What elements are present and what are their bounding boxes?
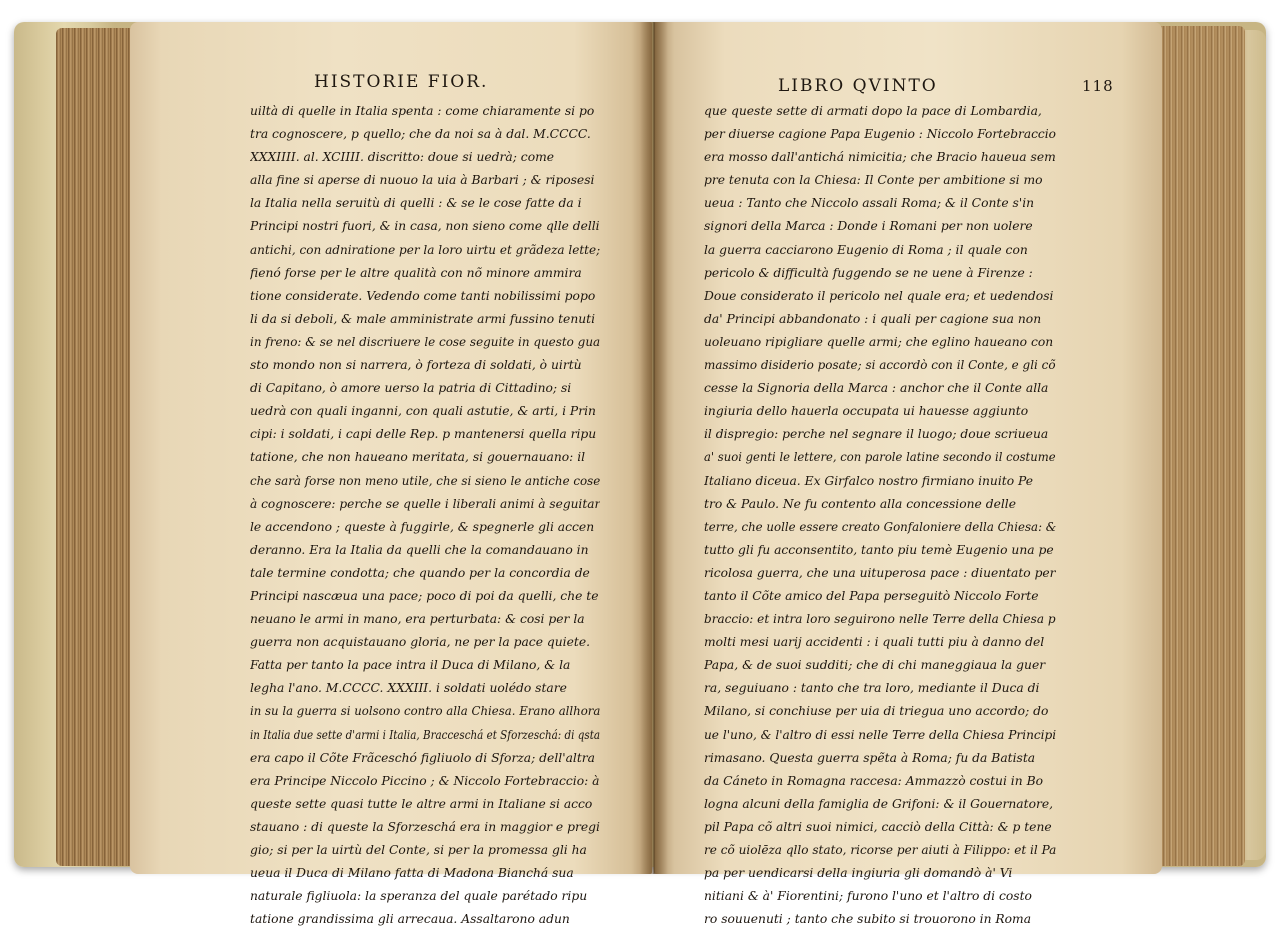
- text-line: uiltà di quelle in Italia spenta : come chiaramente si po: [250, 104, 595, 118]
- text-line: la Italia nella seruitù di quelli : & se le cose fatte da i: [250, 196, 582, 211]
- text-line: in su la guerra si uolsono contro alla Chiesa. Erano allhora: [250, 704, 600, 719]
- text-line: alla fine si aperse di nuouo la uia à Barbari ; & riposesi: [250, 173, 595, 188]
- text-line: sto mondo non si narrera, ò forteza di soldati, ò uirtù: [250, 358, 582, 373]
- text-line: Fatta per tanto la pace intra il Duca di Milano, & la: [250, 658, 571, 673]
- text-line: cesse la Signoria della Marca : anchor che il Conte alla: [704, 381, 1049, 396]
- text-line: li da si deboli, & male amministrate armi fussino tenuti: [250, 311, 596, 326]
- text-line: era capo il Cõte Frãceschó figliuolo di Sforza; dell'altra: [250, 750, 595, 765]
- text-line: neuano le armi in mano, era perturbata: & cosi per la: [250, 612, 585, 627]
- text-line: ricolosa guerra, che una uituperosa pace : diuentato per: [704, 565, 1056, 580]
- text-line: ingiuria dello hauerla occupata ui hauesse aggiunto: [704, 404, 1029, 419]
- text-line: signori della Marca : Donde i Romani per non uolere: [704, 219, 1033, 234]
- text-line: ra, seguiuano : tanto che tra loro, mediante il Duca di: [704, 681, 1040, 696]
- text-line: ueua : Tanto che Niccolo assali Roma; & il Conte s'in: [704, 196, 1035, 211]
- book-gutter: [640, 22, 668, 874]
- text-line: molti mesi uarij accidenti : i quali tutti piu à danno del: [704, 635, 1045, 650]
- text-line: antichi, con adniratione per la loro uirtu et grãdeza lette;: [250, 242, 600, 257]
- text-line: il dispregio: perche nel segnare il luogo; doue scriueua: [704, 427, 1049, 442]
- text-line: cipi: i soldati, i capi delle Rep. p mantenersi quella ripu: [250, 427, 597, 442]
- text-line: tione considerate. Vedendo come tanti nobilissimi popo: [250, 288, 596, 303]
- text-line: di Capitano, ò amore uerso la patria di Cittadino; si: [250, 381, 572, 396]
- text-line: le accendono ; queste à fuggirle, & spegnerle gli accen: [250, 519, 595, 534]
- text-line: Italiano diceua. Ex Girfalco nostro firmiano inuito Pe: [704, 473, 1034, 488]
- text-line: tale termine condotta; che quando per la concordia de: [250, 565, 590, 580]
- text-line: pil Papa cõ altri suoi nimici, cacciò della Città: & p tene: [704, 819, 1052, 834]
- text-line: terre, che uolle essere creato Gonfaloniere della Chiesa: &: [704, 519, 1056, 534]
- text-line: uoleuano ripigliare quelle armi; che eglino haueano con: [704, 334, 1054, 349]
- text-line: Principi nascæua una pace; poco di poi da quelli, che te: [250, 588, 599, 603]
- text-line: deranno. Era la Italia da quelli che la comandauano in: [250, 542, 589, 557]
- text-line: tatione, che non haueano meritata, si gouernauano: il: [250, 450, 586, 465]
- text-line: Milano, si conchiuse per uia di triegua uno accordo; do: [704, 704, 1049, 719]
- text-line: uedrà con quali inganni, con quali astutie, & arti, i Prin: [250, 404, 596, 419]
- text-line: queste sette quasi tutte le altre armi in Italiane si acco: [250, 796, 593, 811]
- page-number: 118: [1082, 77, 1114, 95]
- right-running-head: LIBRO QVINTO: [778, 76, 938, 96]
- text-line: la guerra cacciarono Eugenio di Roma ; il quale con: [704, 242, 1028, 257]
- text-line: nitiani & à' Fiorentini; furono l'uno et l'altro di costo: [704, 889, 1032, 904]
- text-line: tutto gli fu acconsentito, tanto piu temè Eugenio una pe: [704, 542, 1054, 557]
- text-line: naturale figliuola: la speranza del quale parétado ripu: [250, 889, 588, 904]
- text-line: pericolo & difficultà fuggendo se ne uene à Firenze :: [704, 265, 1033, 280]
- text-line: tra cognoscere, p quello; che da noi sa à dal. M.CCCC.: [250, 127, 591, 142]
- right-page-text: [704, 100, 1056, 931]
- text-line: legha l'ano. M.CCCC. XXXIII. i soldati uolédo stare: [250, 681, 567, 696]
- text-line: Doue considerato il pericolo nel quale era; et uedendosi: [704, 288, 1054, 303]
- text-line: fienó forse per le altre qualità con nõ minore ammira: [250, 265, 582, 280]
- text-line: que queste sette di armati dopo la pace di Lombardia,: [704, 104, 1042, 118]
- text-line: tatione grandissima gli arrecaua. Assaltarono adun: [250, 912, 570, 927]
- text-line: re cõ uiolēza qllo stato, ricorse per aiuti à Filippo: et il Pa: [704, 843, 1056, 857]
- text-line: XXXIIII. al. XCIIII. discritto: doue si uedrà; come: [250, 150, 555, 165]
- text-line: massimo disiderio posate; si accordò con il Conte, e gli cõ: [704, 358, 1056, 373]
- text-line: in freno: & se nel discriuere le cose seguite in questo gua: [250, 334, 600, 349]
- text-line: Papa, & de suoi sudditi; che di chi maneggiaua la guer: [704, 658, 1046, 673]
- text-line: a' suoi genti le lettere, con parole latine secondo il costume: [704, 450, 1056, 465]
- text-line: rimasano. Questa guerra spẽta à Roma; fu da Batista: [704, 750, 1036, 765]
- text-line: guerra non acquistauano gloria, ne per la pace quiete.: [250, 635, 591, 650]
- text-line: per diuerse cagione Papa Eugenio : Niccolo Fortebraccio: [704, 127, 1056, 142]
- text-line: braccio: et intra loro seguirono nelle Terre della Chiesa p: [704, 612, 1056, 627]
- text-line: da' Principi abbandonato : i quali per cagione sua non: [704, 311, 1042, 326]
- text-line: in Italia due sette d'armi i Italia, Bracceschá et Sforzeschá: di qsta: [250, 727, 600, 742]
- text-line: da Cáneto in Romagna raccesa: Ammazzò costui in Bo: [704, 773, 1044, 788]
- text-line: stauano : di queste la Sforzeschá era in maggior e pregi: [250, 819, 600, 834]
- text-line: pa per uendicarsi della ingiuria gli domandò à' Vi: [704, 866, 1013, 881]
- left-page-text: [250, 100, 600, 931]
- text-line: che sarà forse non meno utile, che si sieno le antiche cose: [250, 473, 600, 488]
- text-line: logna alcuni della famiglia de Grifoni: & il Gouernatore,: [704, 796, 1054, 811]
- text-line: gio; si per la uirtù del Conte, si per la promessa gli ha: [250, 843, 587, 857]
- text-line: era Principe Niccolo Piccino ; & Niccolo Fortebraccio: à: [250, 773, 600, 788]
- left-running-head: HISTORIE FIOR.: [314, 72, 489, 92]
- text-line: ue l'uno, & l'altro di essi nelle Terre della Chiesa Principi: [704, 727, 1056, 742]
- text-line: ro souuenuti ; tanto che subito si trouorono in Roma: [704, 912, 1032, 927]
- text-line: tanto il Cõte amico del Papa perseguitò Niccolo Forte: [704, 588, 1039, 603]
- text-line: era mosso dall'antichá nimicitia; che Bracio haueua sem: [704, 150, 1056, 165]
- text-line: à cognoscere: perche se quelle i liberali animi à seguitar: [250, 496, 600, 511]
- text-line: Principi nostri fuori, & in casa, non sieno come qlle delli: [250, 219, 600, 234]
- text-line: pre tenuta con la Chiesa: Il Conte per ambitione si mo: [704, 173, 1043, 188]
- text-line: ueua il Duca di Milano fatta di Madona Bianchá sua: [250, 866, 574, 881]
- text-line: tro & Paulo. Ne fu contento alla concessione delle: [704, 496, 1016, 511]
- right-page-stack-edge: [1150, 26, 1245, 866]
